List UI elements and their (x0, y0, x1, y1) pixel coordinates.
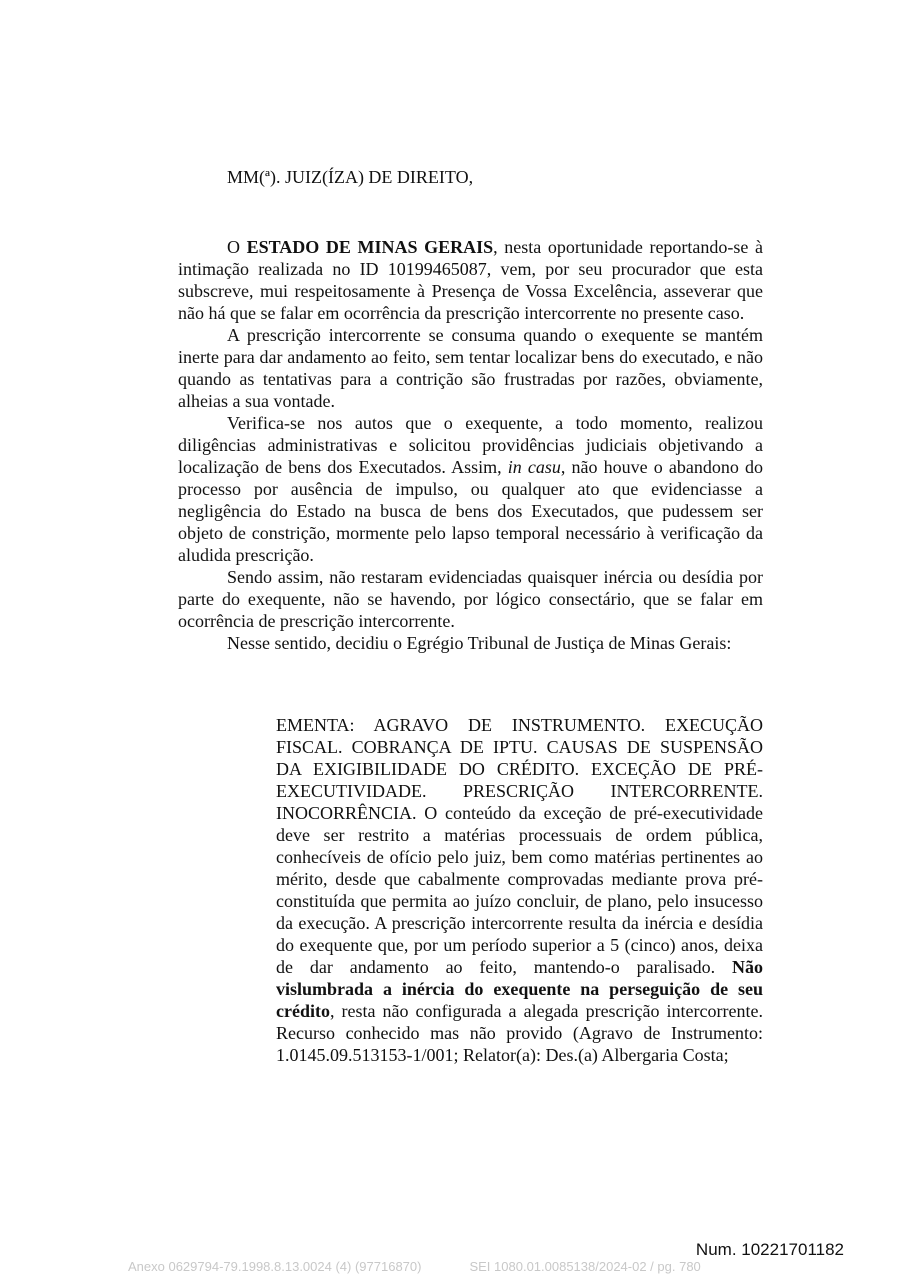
ementa-text: EMENTA: AGRAVO DE INSTRUMENTO. EXECUÇÃO FISCAL. COBRANÇA DE IPTU. CAUSAS DE SUSPENSÃO DA EXIGIBILIDADE DO CRÉDITO. EXCEÇÃO DE PRÉ-EXECUTIVIDADE. PRESCRIÇÃO INTERCORRENTE. INOCORRÊNCIA. O conteúdo da exceção de pré-executividade deve ser restrito a matérias processuais de ordem pública, conhecíveis de ofício pelo juiz, bem como matérias pertinentes ao mérito, desde que cabalmente comprovadas mediante prova pré-constituída que permita ao juízo concluir, de plano, pelo insucesso da execução. A prescrição intercorrente resulta da inércia e desídia do exequente que, por um período superior a 5 (cinco) anos, deixa de dar andamento ao feito, mantendo-o paralisado. Não vislumbrada a inércia do exequente na perseguição de seu crédito, resta não configurada a alegada prescrição intercorrente. Recurso conhecido mas não provido (Agravo de Instrumento: 1.0145.09.513153-1/001; Relator(a): Des.(a) Albergaria Costa; (276, 715, 763, 1065)
document-number: Num. 10221701182 (695, 1240, 844, 1259)
page-footer (128, 1259, 701, 1274)
addressee-line: MM(ª). JUIZ(ÍZA) DE DIREITO, (227, 167, 474, 187)
paragraph-diligences: Verifica-se nos autos que o exequente, a todo momento, realizou diligências administrativas e solicitou providências judiciais objetivando a localização de bens dos Executados. Assim, in casu, não houve o abandono do processo por ausência de impulso, ou qualquer ato que evidenciasse a negligência do Estado na busca de bens dos Executados, que pudessem ser objeto de constrição, mormente pelo lapso temporal necessário à verificação da aludida prescrição. (178, 413, 763, 565)
annex-reference: Anexo 0629794-79.1998.8.13.0024 (4) (97716870) (128, 1259, 422, 1274)
paragraph-definition: A prescrição intercorrente se consuma quando o exequente se mantém inerte para dar andamento ao feito, sem tentar localizar bens do executado, e não quando as tentativas para a contrição são frustradas por razões, obviamente, alheias a sua vontade. (178, 325, 763, 411)
sei-reference: SEI 1080.01.0085138/2024-02 / pg. 780 (469, 1259, 701, 1274)
paragraph-conclusion: Sendo assim, não restaram evidenciadas quaisquer inércia ou desídia por parte do exequente, não se havendo, por lógico consectário, que se falar em ocorrência de prescrição intercorrente. (178, 567, 763, 631)
party-name: ESTADO DE MINAS GERAIS (246, 237, 494, 257)
ementa-highlight: Não vislumbrada a inércia do exequente na perseguição de seu crédito (276, 957, 763, 1021)
case-law-quote (276, 714, 763, 1066)
latin-term: in casu (507, 457, 561, 477)
document-body (178, 236, 763, 654)
paragraph-precedent-intro: Nesse sentido, decidiu o Egrégio Tribunal de Justiça de Minas Gerais: (227, 633, 732, 653)
paragraph-intro: O ESTADO DE MINAS GERAIS, nesta oportunidade reportando-se à intimação realizada no ID 10199465087, vem, por seu procurador que esta subscreve, mui respeitosamente à Presença de Vossa Excelência, asseverar que não há que se falar em ocorrência da prescrição intercorrente no presente caso. (178, 237, 763, 323)
